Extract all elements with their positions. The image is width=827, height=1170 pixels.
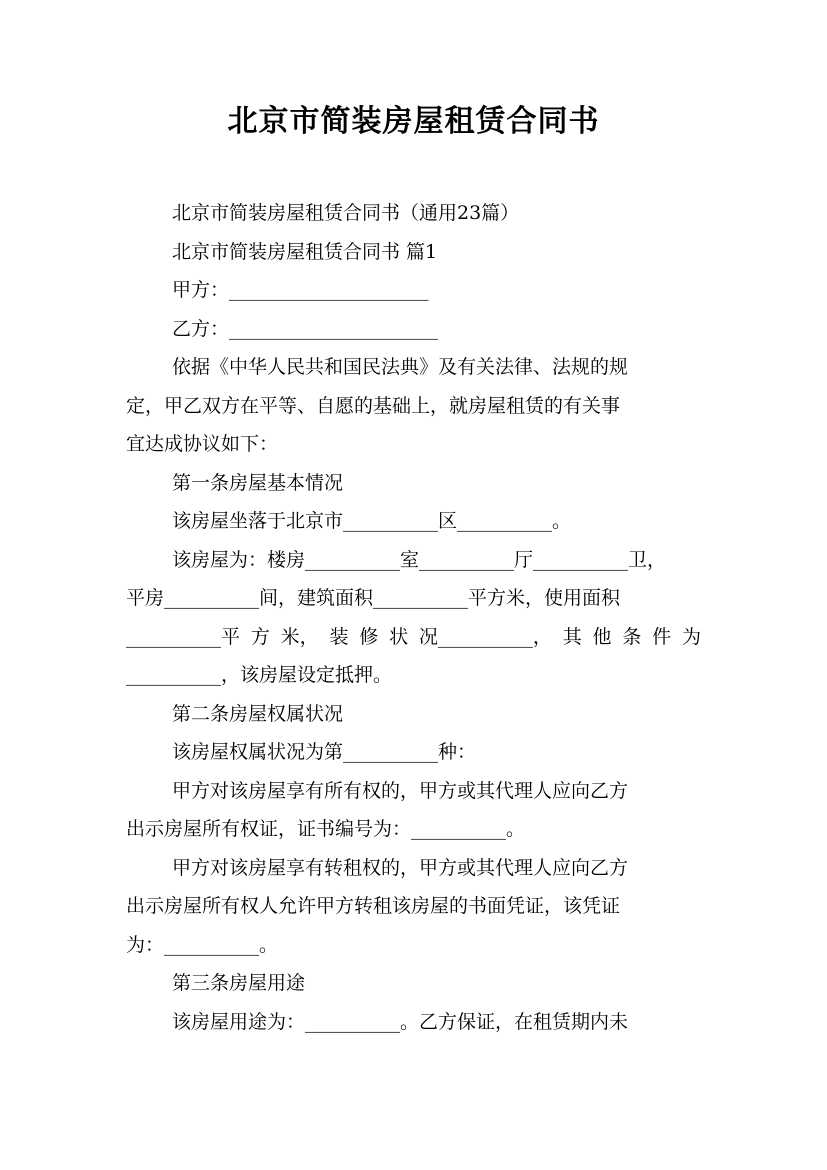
paragraph-line: 该房屋坐落于北京市__________区__________。 bbox=[172, 510, 572, 532]
subtitle-line: 北京市简装房屋租赁合同书（通用23篇） bbox=[172, 202, 520, 224]
article-heading: 第一条房屋基本情况 bbox=[172, 471, 344, 494]
text-segment: 状 bbox=[389, 625, 409, 648]
text-segment: 为 bbox=[681, 625, 701, 648]
paragraph-line: 甲方对该房屋享有转租权的，甲方或其代理人应向乙方 bbox=[172, 856, 629, 879]
text-segment: 件 bbox=[652, 625, 672, 648]
text-segment: 修 bbox=[359, 625, 379, 648]
paragraph-line: __________，该房屋设定抵押。 bbox=[126, 664, 393, 686]
article-heading: 第二条房屋权属状况 bbox=[172, 702, 344, 725]
article-heading: 第三条房屋用途 bbox=[172, 972, 306, 994]
text-segment: 方 bbox=[250, 625, 270, 648]
paragraph-line: 平房__________间，建筑面积__________平方米，使用面积 bbox=[126, 587, 621, 609]
party-b-line: 乙方：______________________ bbox=[172, 317, 439, 340]
text-segment: 装 bbox=[329, 625, 349, 648]
document-title: 北京市简装房屋租赁合同书 bbox=[227, 104, 600, 139]
paragraph-line: 依据《中华人民共和国民法典》及有关法律、法规的规 bbox=[172, 356, 629, 378]
paragraph-line: 该房屋为：楼房__________室__________厅__________卫， bbox=[172, 548, 667, 571]
document-body bbox=[126, 194, 701, 1041]
party-a-line: 甲方：_____________________ bbox=[172, 279, 429, 301]
text-segment: 米， bbox=[280, 625, 319, 648]
text-segment: 况__________， bbox=[418, 625, 552, 648]
paragraph-line: 出示房屋所有权人允许甲方转租该房屋的书面凭证，该凭证 bbox=[126, 895, 621, 917]
paragraph-line: 该房屋用途为：__________。乙方保证，在租赁期内未 bbox=[172, 1010, 629, 1033]
section-heading: 北京市简装房屋租赁合同书 篇1 bbox=[172, 240, 438, 263]
text-segment: 他 bbox=[592, 625, 612, 648]
paragraph-line: 为：__________。 bbox=[126, 933, 279, 956]
text-segment: __________平 bbox=[126, 625, 241, 648]
paragraph-line: 甲方对该房屋享有所有权的，甲方或其代理人应向乙方 bbox=[172, 779, 629, 802]
text-segment: 其 bbox=[562, 625, 582, 648]
paragraph-line: 该房屋权属状况为第__________种： bbox=[172, 741, 477, 763]
paragraph-line: 出示房屋所有权证，证书编号为：__________。 bbox=[126, 818, 526, 840]
paragraph-line: 宜达成协议如下： bbox=[126, 433, 279, 455]
text-segment: 条 bbox=[622, 625, 642, 648]
paragraph-line bbox=[126, 618, 701, 657]
paragraph-line: 定，甲乙双方在平等、自愿的基础上，就房屋租赁的有关事 bbox=[126, 394, 621, 417]
